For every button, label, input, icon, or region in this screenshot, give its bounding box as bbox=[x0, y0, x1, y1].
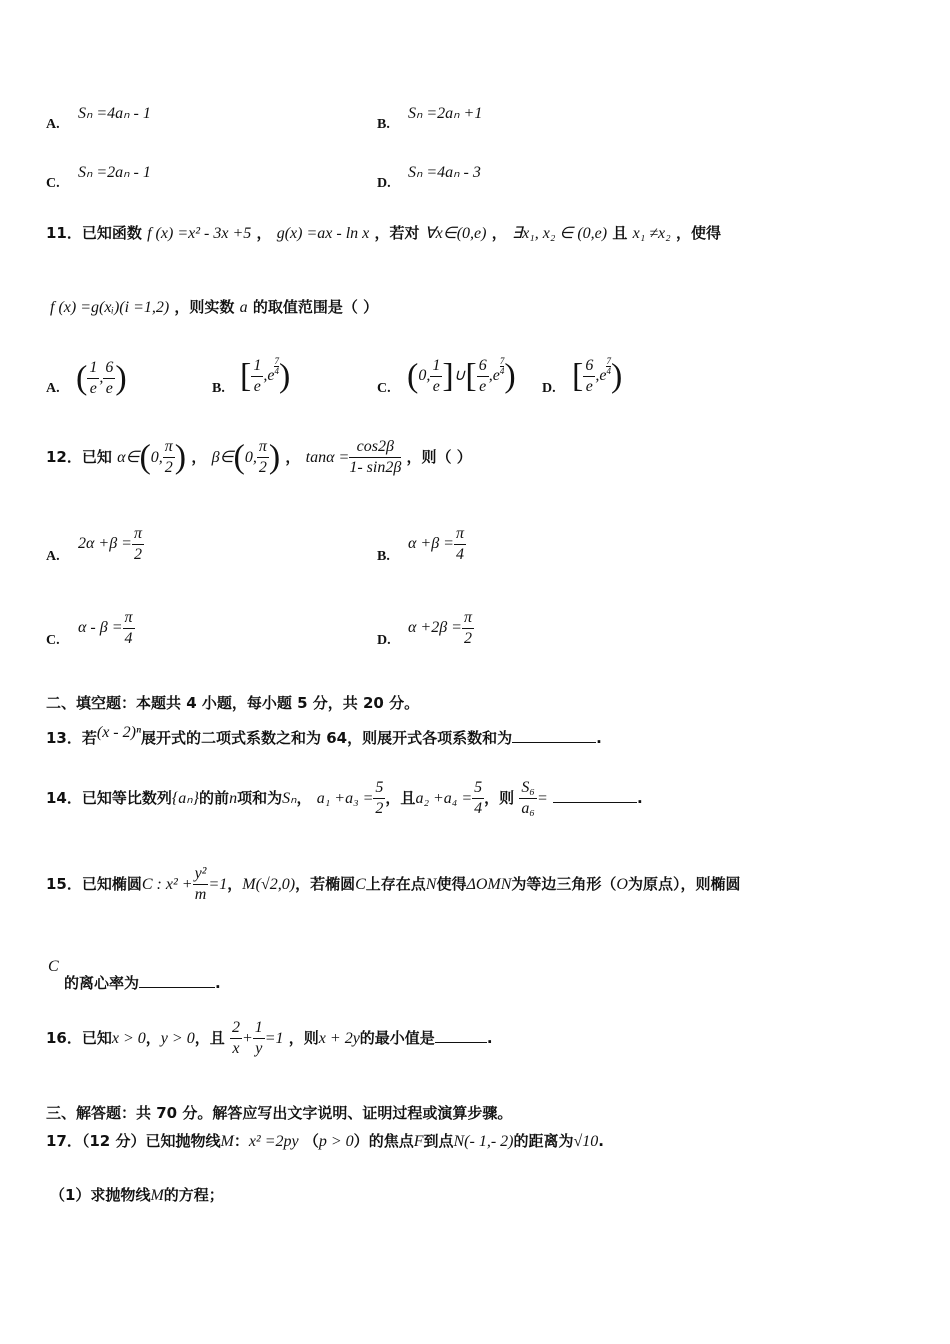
q12-option-a-label: A. bbox=[46, 549, 60, 564]
q11-option-a: ( $\frac{1}{e}$ , $\frac{6}{e}$ ) bbox=[76, 359, 127, 397]
q11-option-a-label: A. bbox=[46, 381, 60, 396]
q13: 13．若(x - 2)ⁿ展开式的二项式系数之和为 64，则展开式各项系数和为 . bbox=[46, 724, 602, 747]
q14-answer-blank[interactable] bbox=[553, 802, 637, 803]
q11-neq: x₁ ≠x₂ bbox=[632, 225, 671, 242]
q15-answer-blank[interactable] bbox=[139, 987, 215, 988]
q11-stem-line1 bbox=[46, 222, 721, 243]
q16-answer-blank[interactable] bbox=[435, 1042, 487, 1043]
q10-option-a-label: A. bbox=[46, 117, 60, 132]
q11-number: 11．已知函数 bbox=[46, 224, 142, 242]
q15-var-c: C bbox=[48, 958, 59, 975]
q10-option-d-label: D. bbox=[377, 176, 391, 191]
q17: 17．（12 分）已知抛物线M：x² =2py （p > 0）的焦点F到点N(- 1,- 2)的距离为√10. bbox=[46, 1132, 604, 1150]
q10-option-b: Sₙ =2aₙ +1 bbox=[408, 105, 483, 122]
q11-option-b: [ $\frac{1}{e}$ ,e $^{\frac{7}{4}}$ ) bbox=[240, 355, 291, 395]
q11-text2: 且 bbox=[612, 224, 628, 242]
q14: 14．已知等比数列{aₙ}的前n项和为Sₙ， a₁ +a₃ = $\frac{5}{2}$ ，且a₂ +a₄ = $\frac{5}{4}$ ，则 $\frac{\text{S₆}}{\text{a₆}}$ = . bbox=[46, 779, 643, 817]
q12-stem: 12．已知 α∈(0, $\frac{\pi}{2}$ ) ， β∈(0, $\frac{\pi}{2}$ ) ， tanα = $\frac{\cos 2\beta}{1- \sin 2\beta}$ ，则（ ） bbox=[46, 438, 472, 476]
q12-option-c-label: C. bbox=[46, 633, 60, 648]
q11-var-a: a bbox=[239, 299, 248, 316]
q10-option-a: Sₙ =4aₙ - 1 bbox=[78, 105, 151, 122]
q11-stem-line2 bbox=[50, 296, 378, 317]
q14-seq: {aₙ} bbox=[171, 790, 200, 807]
q11-text1: ，若对 bbox=[374, 224, 420, 242]
q11-forall: ∀x∈(0,e) bbox=[424, 225, 487, 242]
q12-option-a: 2α +β = $\frac{\pi}{2}$ bbox=[78, 525, 142, 563]
q11-option-b-label: B. bbox=[212, 381, 225, 396]
q11-sep1: ， bbox=[256, 224, 272, 242]
q15-line1: 15．已知椭圆C : x² + $\frac{\text{y²}}{m}$ =1，M(√2,0)，若椭圆C上存在点N使得ΔOMN为等边三角形（O为原点），则椭圆 bbox=[46, 865, 741, 903]
q11-g-def: g(x) =ax - ln x bbox=[276, 225, 370, 242]
q10-option-b-label: B. bbox=[377, 117, 390, 132]
q10-option-d: Sₙ =4aₙ - 3 bbox=[408, 164, 481, 181]
q11-text3: ，使得 bbox=[675, 224, 721, 242]
section-solve-heading: 三、解答题：共 70 分。解答应写出文字说明、证明过程或演算步骤。 bbox=[46, 1104, 513, 1122]
q11-text5: 的取值范围是（ ） bbox=[252, 298, 379, 316]
q11-condition: f (x) =g(xᵢ)(i =1,2) bbox=[50, 299, 170, 316]
q11-f-def: f (x) =x² - 3x +5 bbox=[147, 225, 252, 242]
q12-option-b-label: B. bbox=[377, 549, 390, 564]
q13-answer-blank[interactable] bbox=[512, 742, 596, 743]
q11-text4: ，则实数 bbox=[174, 298, 235, 316]
q15-line2: 的离心率为 . bbox=[64, 974, 221, 992]
q10-option-c: Sₙ =2aₙ - 1 bbox=[78, 164, 151, 181]
q17-sub1: （1）求抛物线M的方程； bbox=[50, 1186, 224, 1204]
q12-option-c: α - β = $\frac{\pi}{4}$ bbox=[78, 609, 133, 647]
section-fill-in-heading: 二、填空题：本题共 4 小题，每小题 5 分，共 20 分。 bbox=[46, 694, 420, 712]
q12-number: 12．已知 bbox=[46, 448, 112, 466]
q11-option-d-label: D. bbox=[542, 381, 556, 396]
q11-sep2: ， bbox=[491, 224, 507, 242]
q11-option-c-label: C. bbox=[377, 381, 391, 396]
q12-option-d: α +2β = $\frac{\pi}{2}$ bbox=[408, 609, 472, 647]
q12-option-d-label: D. bbox=[377, 633, 391, 648]
q12-option-b: α +β = $\frac{\pi}{4}$ bbox=[408, 525, 464, 563]
q13-expr: (x - 2)ⁿ bbox=[96, 724, 141, 741]
q11-option-d: [ $\frac{6}{e}$ ,e $^{\frac{7}{4}}$ ) bbox=[572, 355, 623, 395]
q11-exists: ∃x₁, x₂ ∈ (0,e) bbox=[511, 225, 608, 242]
q10-option-c-label: C. bbox=[46, 176, 60, 191]
q16: 16．已知x > 0，y > 0，且 $\frac{2}{x}$ + $\frac{1}{y}$ =1 ，则x + 2y的最小值是 . bbox=[46, 1019, 493, 1057]
q11-option-c: (0, $\frac{1}{e}$ ]∪[ $\frac{6}{e}$ ,e $^{\frac{7}{4}}$ ) bbox=[407, 355, 516, 395]
